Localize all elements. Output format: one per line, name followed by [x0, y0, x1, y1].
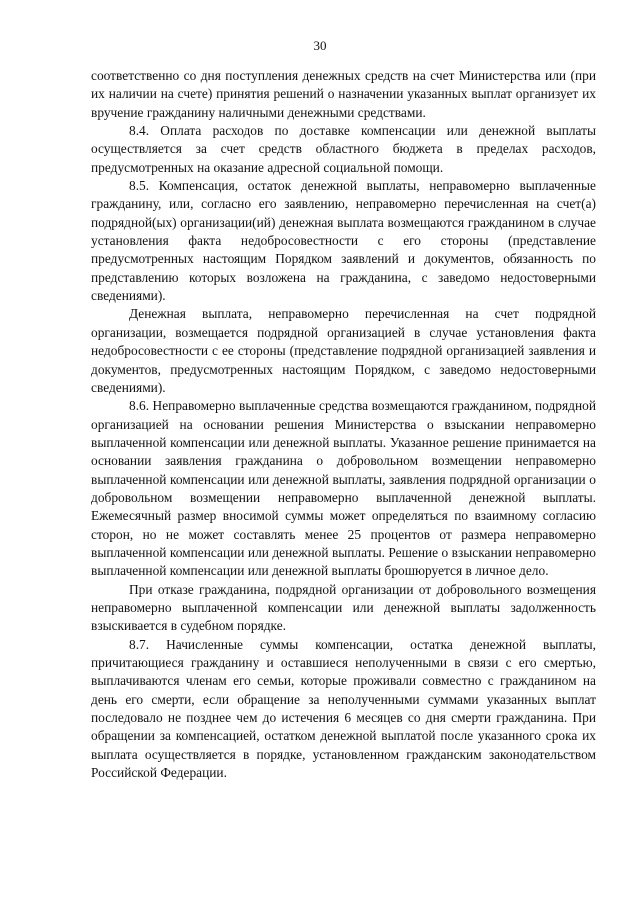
- paragraph-8-7: 8.7. Начисленные суммы компенсации, остатка денежной выплаты, причитающиеся гражданину и оставшиеся неполученными в связи с его смертью, выплачиваются членам его семьи, которые проживали совместно с гражданином на день его смерти, если обращение за неполученными суммами указанных выплат последовало не позднее чем до истечения 6 месяцев со дня смерти гражданина. При обращении за компенсацией, остатком денежной выплатой после указанного срока их выплата осуществляется в порядке, установленном гражданским законодательством Российской Федерации.: [91, 636, 596, 781]
- page-number: 30: [313, 38, 327, 53]
- document-body: [91, 67, 596, 782]
- paragraph-8-4: 8.4. Оплата расходов по доставке компенсации или денежной выплаты осуществляется за счет средств областного бюджета в пределах расходов, предусмотренных на оказание адресной социальной помощи.: [91, 123, 596, 175]
- paragraph-8-5: 8.5. Компенсация, остаток денежной выплаты, неправомерно выплаченные гражданину, или, согласно его заявлению, неправомерно перечисленная на счет(а) подрядной(ых) организации(ий) денежная выплата возмещаются гражданином в случае установления факта недобросовестности с его стороны (представление предусмотренных настоящим Порядком заявлений и документов, обязанность по представлению которых возложена на гражданина, с заведомо недостоверными сведениями).: [91, 178, 596, 304]
- paragraph-8-6: 8.6. Неправомерно выплаченные средства возмещаются гражданином, подрядной организацией на основании решения Министерства о взыскании неправомерно выплаченной компенсации или денежной выплаты. Указанное решение принимается на основании заявления гражданина о добровольном возмещении неправомерно выплаченной компенсации или денежной выплаты, заявления подрядной организации о добровольном возмещении неправомерно выплаченной денежной выплаты. Ежемесячный размер вносимой суммы может определяться по взаимному согласию сторон, но не может составлять менее 25 процентов от размера неправомерно выплаченной компенсации или денежной выплаты. Решение о взыскании неправомерно выплаченной компенсации или денежной выплаты брошюруется в личное дело.: [91, 398, 596, 579]
- paragraph-continuation: соответственно со дня поступления денежных средств на счет Министерства или (при их наличии на счете) принятия решений о назначении указанных выплат организует их вручение гражданину наличными денежными средствами.: [91, 68, 596, 120]
- paragraph-8-5-contractor: Денежная выплата, неправомерно перечисленная на счет подрядной организации, возмещается подрядной организацией в случае установления факта недобросовестности с ее стороны (представление подрядной организацией заявления и документов, предусмотренных настоящим Порядком, с заведомо недостоверными сведениями).: [91, 306, 596, 395]
- paragraph-8-6-refusal: При отказе гражданина, подрядной организации от добровольного возмещения неправомерно выплаченной компенсации или денежной выплаты задолженность взыскивается в судебном порядке.: [91, 581, 596, 634]
